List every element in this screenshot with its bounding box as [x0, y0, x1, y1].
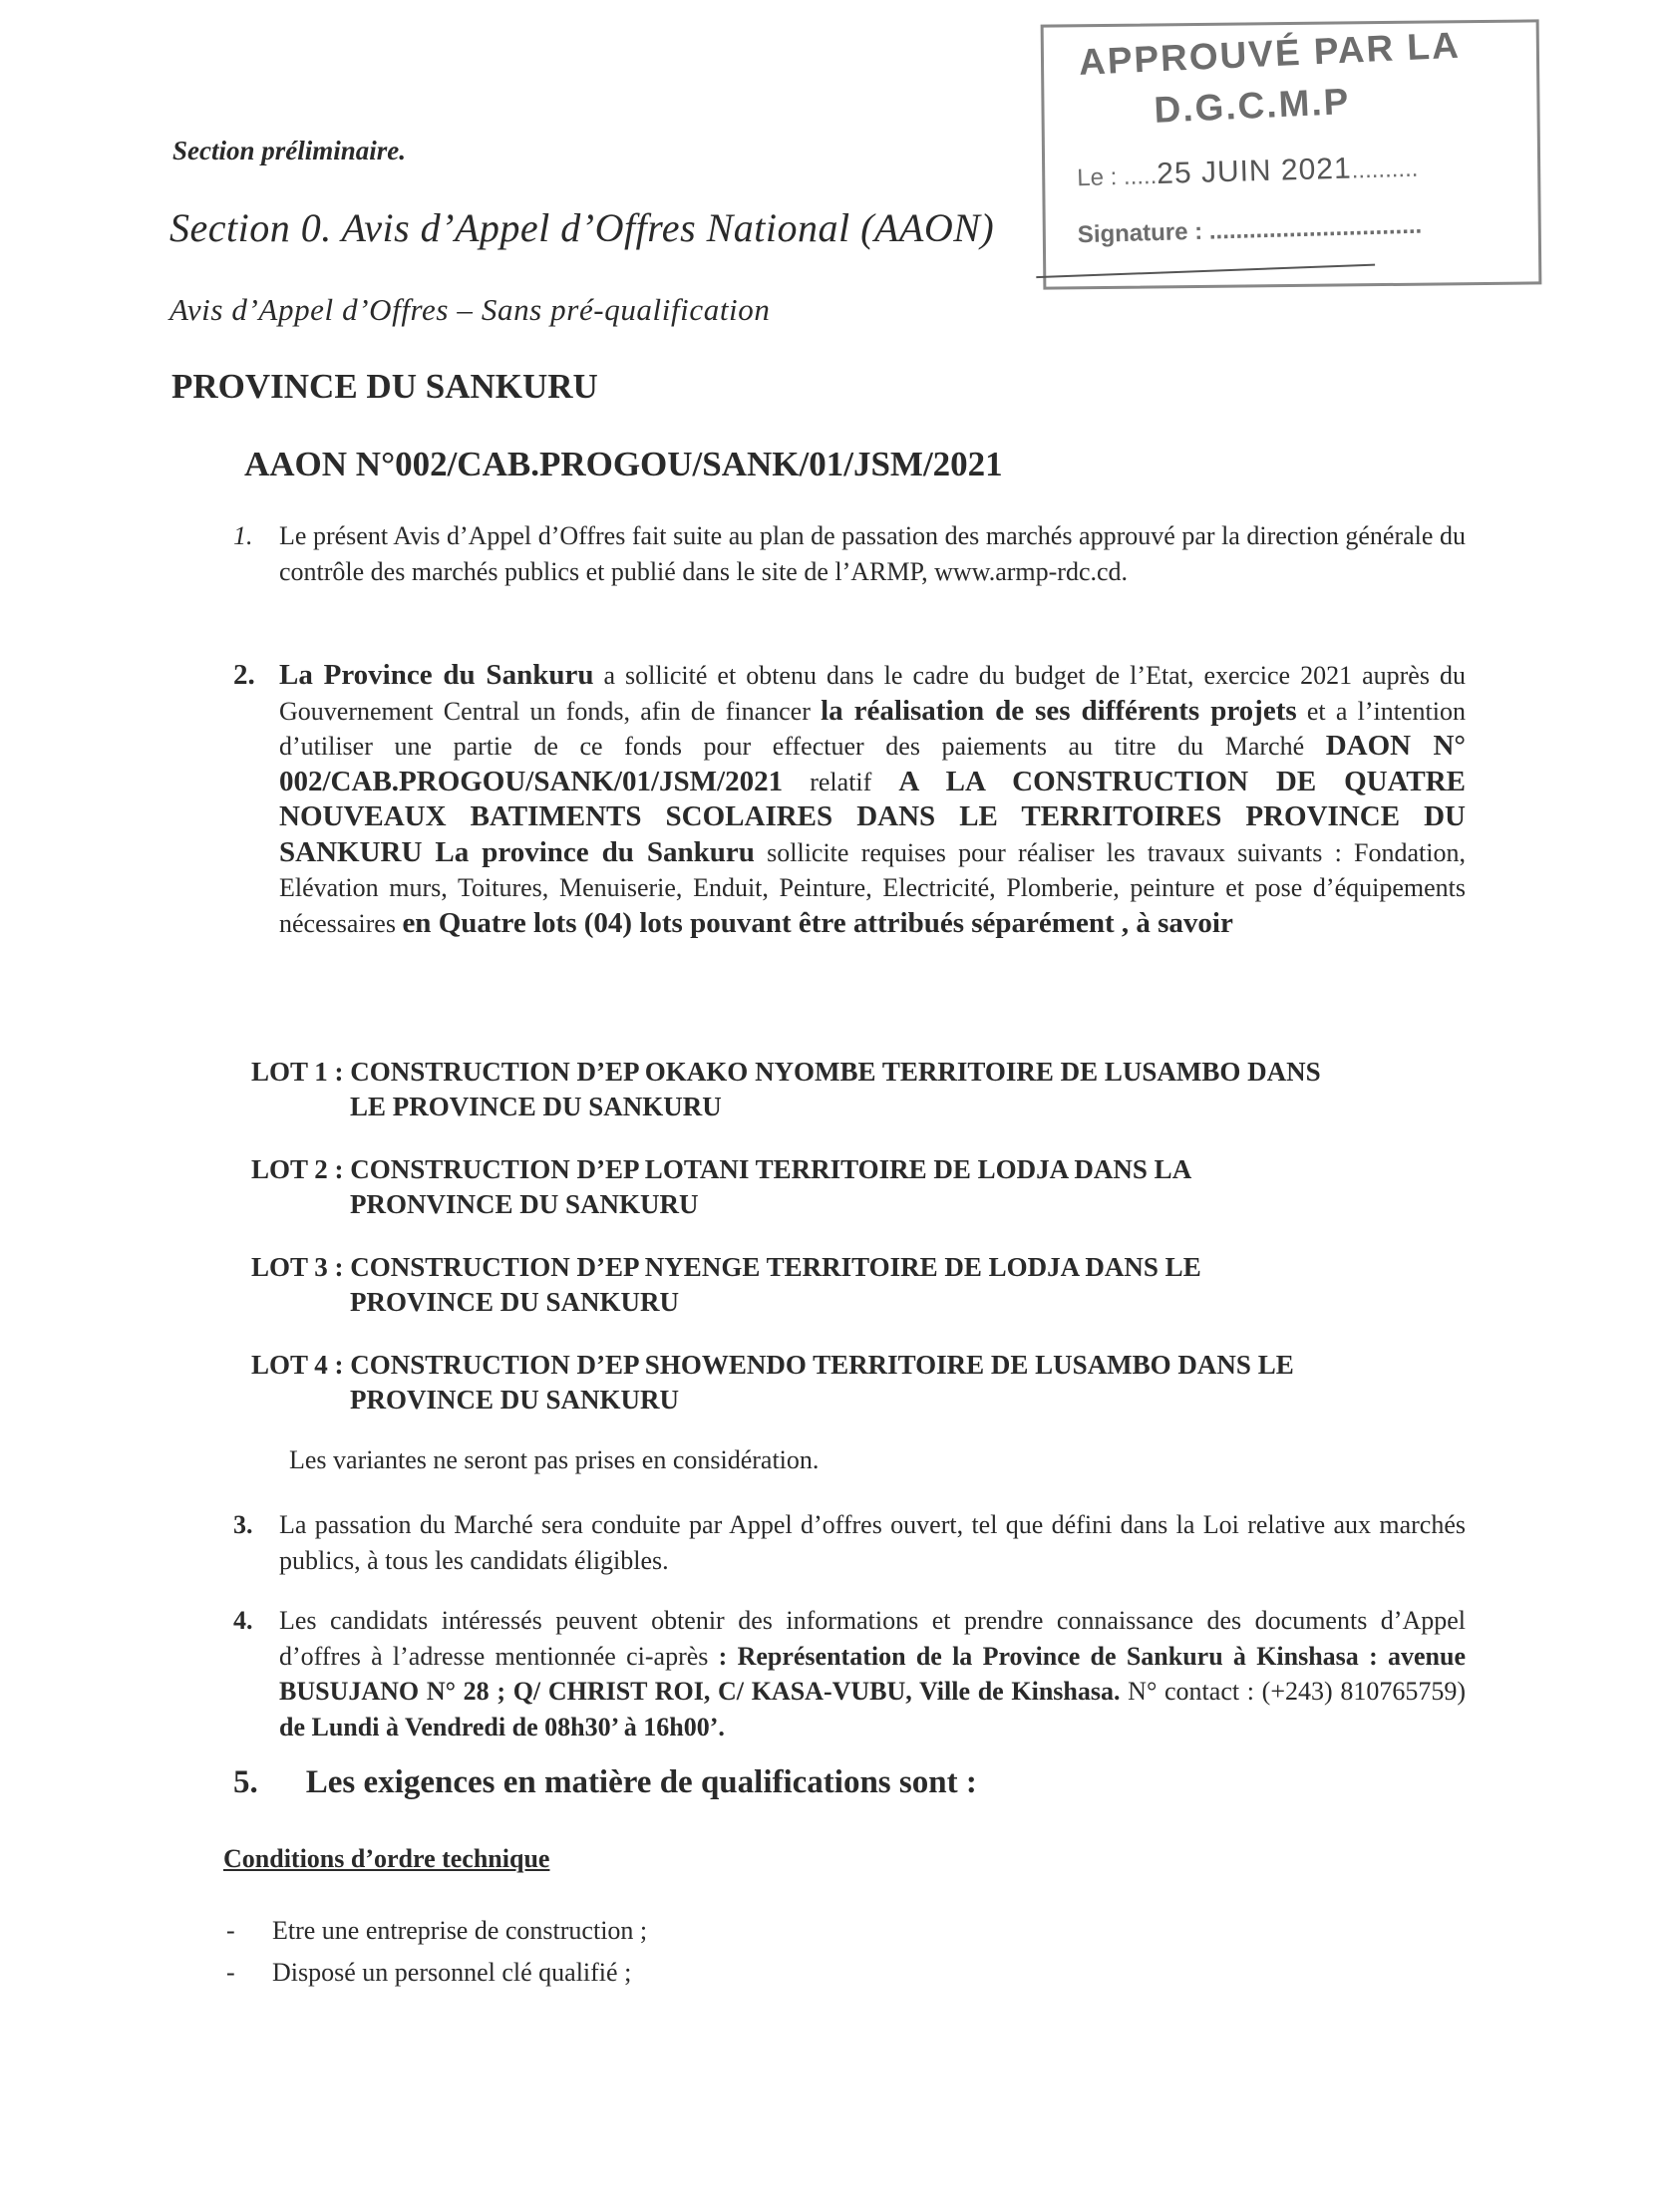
lot-line: LOT 3 : CONSTRUCTION D’EP NYENGE TERRITOIRE DE LODJA DANS LE	[251, 1252, 1201, 1282]
bullet-item	[226, 1958, 632, 1988]
paragraph-heading: Les exigences en matière de qualifications sont :	[305, 1764, 977, 1800]
variants-note: Les variantes ne seront pas prises en considération.	[289, 1445, 820, 1474]
opening-hours: de Lundi à Vendredi de 08h30’ à 16h00’.	[279, 1712, 725, 1741]
text: sollicite requises pour réaliser les travaux suivants : Fondation, Elévation murs, Toitures, Menuiserie, Enduit, Peinture, Electricité, Plomberie, peinture et pose d’équipements nécessaires	[279, 837, 1466, 938]
approval-stamp	[1041, 19, 1542, 289]
paragraph-1	[233, 518, 1466, 589]
paragraph-number: 3.	[233, 1510, 253, 1539]
lot-line: LOT 1 : CONSTRUCTION D’EP OKAKO NYOMBE TERRITOIRE DE LUSAMBO DANS	[251, 1057, 1321, 1087]
bullet-dash: -	[226, 1916, 235, 1945]
conditions-heading: Conditions d’ordre technique	[223, 1844, 550, 1873]
paragraph-5	[233, 1764, 977, 1801]
paragraph-4	[233, 1603, 1466, 1744]
text-bold: La Province du Sankuru	[279, 659, 594, 691]
province-heading: PROVINCE DU SANKURU	[171, 367, 598, 406]
stamp-date: Le : .....25 JUIN 2021..........	[1076, 152, 1419, 192]
section-subtitle: Avis d’Appel d’Offres – Sans pré-qualification	[169, 292, 771, 327]
stamp-underline	[1036, 264, 1375, 278]
lot-line: PROVINCE DU SANKURU	[350, 1385, 680, 1415]
bullet-item	[226, 1916, 648, 1946]
text-bold: en Quatre lots (04) lots pouvant être attribués séparément , à savoir	[402, 906, 1233, 939]
lot-line: LE PROVINCE DU SANKURU	[350, 1092, 722, 1121]
lot-line: LOT 4 : CONSTRUCTION D’EP SHOWENDO TERRITOIRE DE LUSAMBO DANS LE	[251, 1350, 1294, 1380]
text: a sollicité et obtenu dans le cadre du budget de l’Etat, exercice 2021 auprès du Gouvernement Central un fonds, afin de financer	[279, 661, 1466, 726]
paragraph-3	[233, 1507, 1466, 1578]
paragraph-number: 1.	[233, 521, 253, 550]
stamp-line-2: D.G.C.M.P	[1153, 80, 1352, 131]
lot-4	[251, 1348, 1478, 1418]
paragraph-text	[279, 658, 1466, 941]
stamp-signature-label: Signature :	[1077, 217, 1203, 249]
text: relatif	[783, 767, 899, 796]
stamp-date-value: 25 JUIN 2021	[1156, 152, 1353, 190]
lot-3	[251, 1250, 1478, 1320]
bullet-text: Disposé un personnel clé qualifié ;	[272, 1958, 632, 1987]
stamp-signature: Signature : ................................	[1077, 211, 1423, 249]
reference-number: AAON N°002/CAB.PROGOU/SANK/01/JSM/2021	[244, 445, 1003, 483]
text-bold: A LA CONSTRUCTION DE QUATRE NOUVEAUX BATIMENTS SCOLAIRES DANS LE TERRITOIRES PROVINCE DU SANKURU La province du Sankuru	[279, 765, 1466, 868]
lot-line: PRONVINCE DU SANKURU	[350, 1189, 699, 1219]
contact: N° contact : (+243) 810765759)	[1120, 1677, 1466, 1706]
stamp-line-1: APPROUVÉ PAR LA	[1078, 24, 1462, 83]
lot-2	[251, 1152, 1478, 1222]
market-reference: DAON N° 002/CAB.PROGOU/SANK/01/JSM/2021	[279, 730, 1466, 797]
lot-1	[251, 1055, 1478, 1124]
paragraph-2	[233, 658, 1466, 941]
paragraph-text: La passation du Marché sera conduite par Appel d’offres ouvert, tel que défini dans la Loi relative aux marchés publics, à tous les candidats éligibles.	[279, 1510, 1466, 1575]
text: Les candidats intéressés peuvent obtenir des informations et prendre connaissance des documents d’Appel d’offres à l’adresse mentionnée ci-après	[279, 1606, 1466, 1671]
bullet-dash: -	[226, 1958, 235, 1987]
text: et a l’intention d’utiliser une partie de ce fonds pour effectuer des paiements au titre du Marché	[279, 696, 1466, 761]
lot-line: PROVINCE DU SANKURU	[350, 1287, 680, 1317]
paragraph-number: 2.	[233, 659, 255, 691]
section-title: Section 0. Avis d’Appel d’Offres National (AAON)	[169, 205, 995, 250]
stamp-date-label: Le :	[1076, 163, 1118, 192]
paragraph-text: Le présent Avis d’Appel d’Offres fait suite au plan de passation des marchés approuvé par la direction générale du contrôle des marchés publics et publié dans le site de l’ARMP, www.armp-rdc.cd.	[279, 521, 1466, 586]
address: : Représentation de la Province de Sankuru à Kinshasa : avenue BUSUJANO N° 28 ; Q/ CHRIST ROI, C/ KASA-VUBU, Ville de Kinshasa.	[279, 1641, 1466, 1706]
lot-line: LOT 2 : CONSTRUCTION D’EP LOTANI TERRITOIRE DE LODJA DANS LA	[251, 1154, 1192, 1184]
preliminary-section-label: Section préliminaire.	[172, 136, 407, 165]
paragraph-number: 4.	[233, 1606, 253, 1635]
bullet-text: Etre une entreprise de construction ;	[272, 1916, 648, 1945]
paragraph-number: 5.	[233, 1764, 258, 1800]
paragraph-text	[279, 1603, 1466, 1744]
text-bold: la réalisation de ses différents projets	[821, 694, 1297, 727]
